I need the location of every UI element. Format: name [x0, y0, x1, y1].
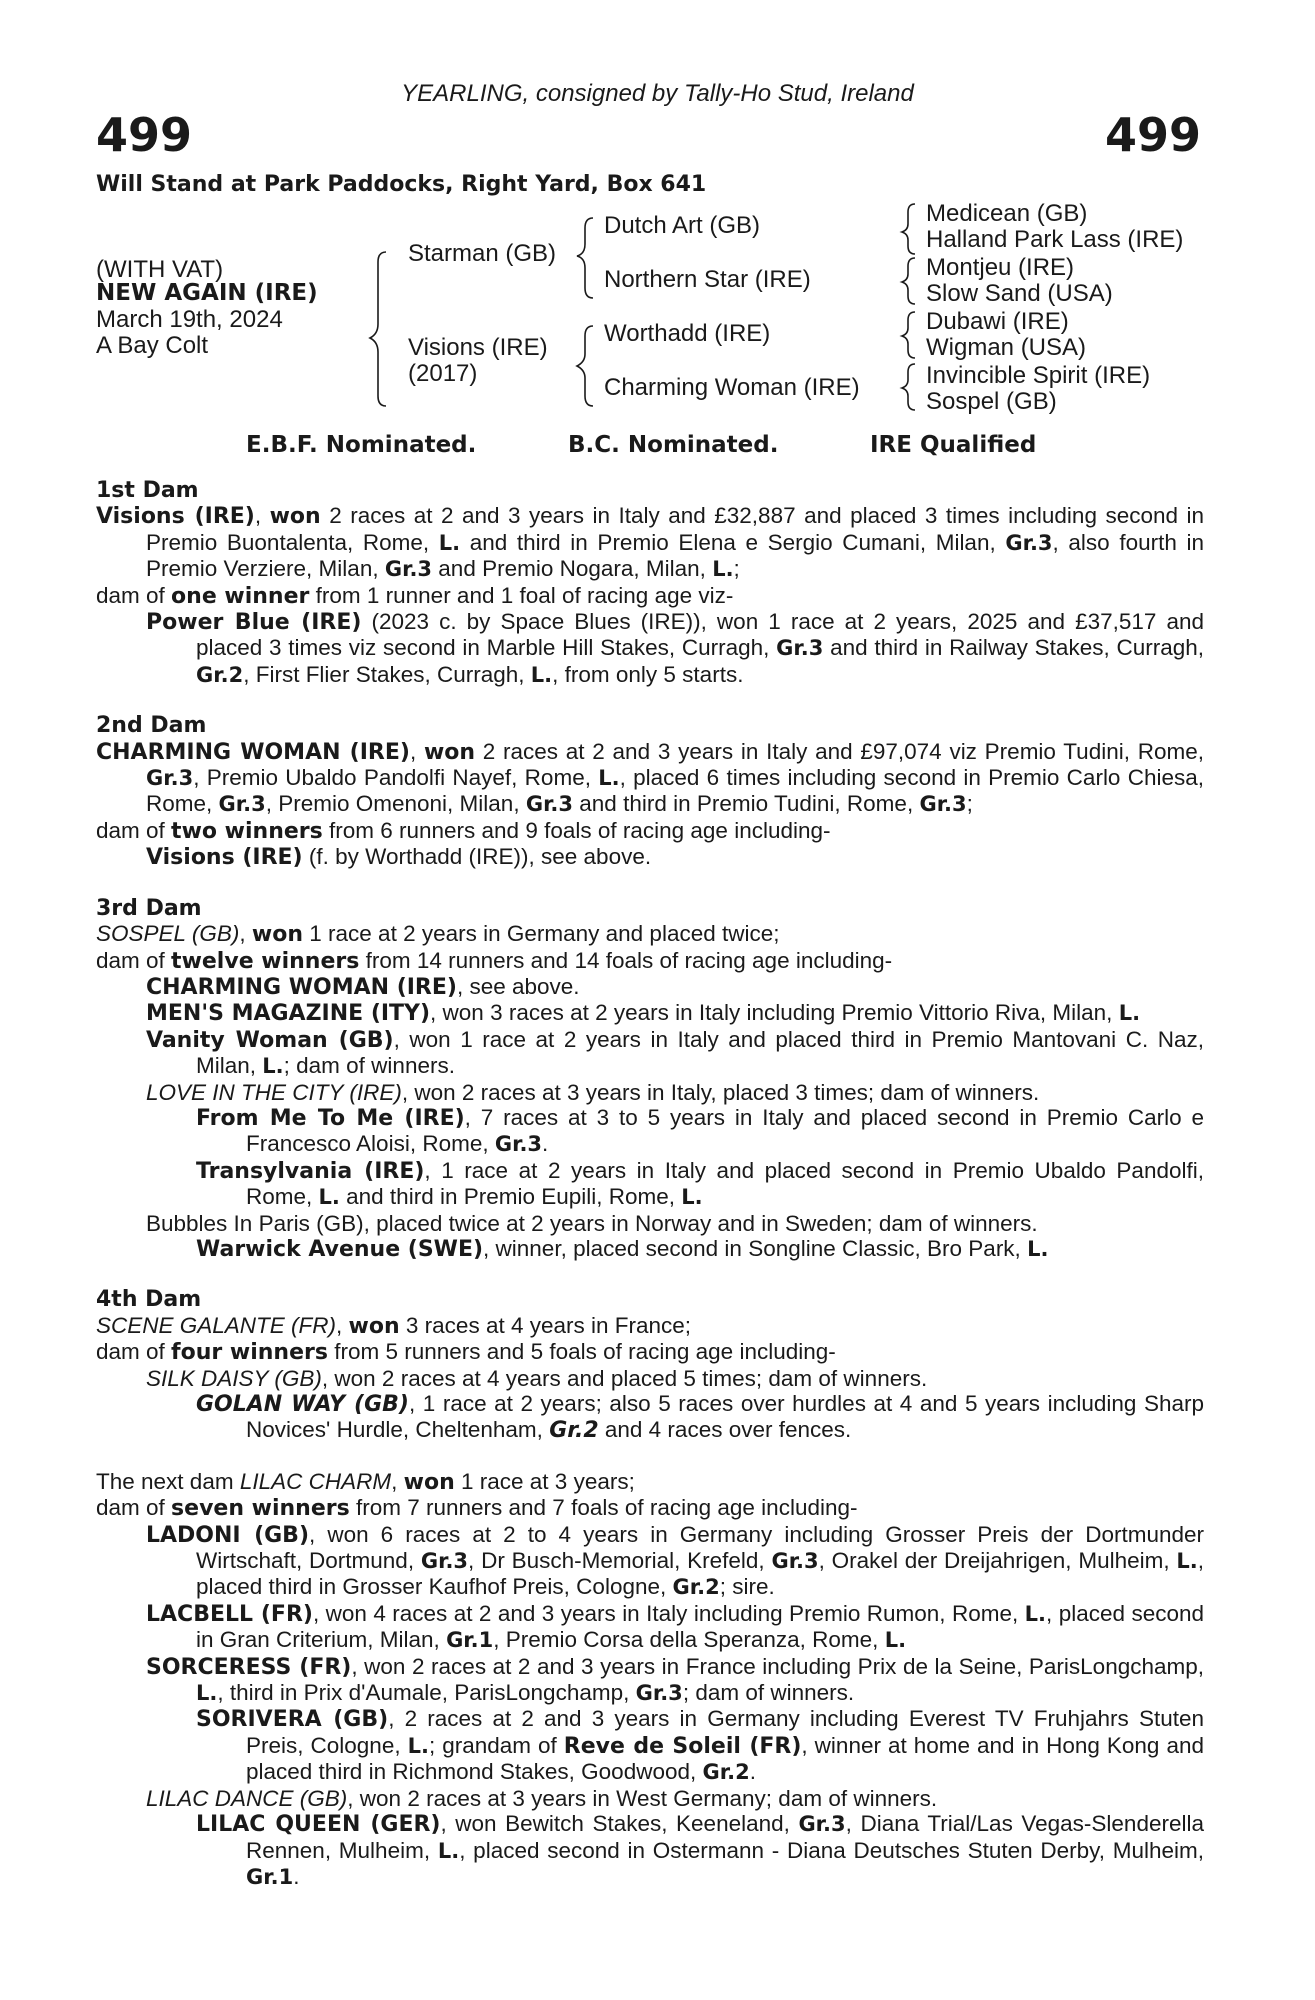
dam-year: (2017)	[408, 360, 478, 387]
grandproduce-entry: GOLAN WAY (GB), 1 race at 2 years; also 5 races over hurdles at 4 and 5 years including Sharp Novices' Hurdle, Cheltenham, Gr.2 and 4 races over fences.	[196, 1391, 1204, 1444]
ire-qualified: IRE Qualified	[870, 432, 1037, 458]
gen3-5: Dubawi (IRE)	[926, 308, 1069, 335]
dam-entry: Visions (IRE), won 2 races at 2 and 3 years in Italy and £32,887 and placed 3 times including second in Premio Buontalenta, Rome, L. and third in Premio Elena e Sergio Cumani, Milan, Gr.3, also fourth in Premio Verziere, Milan, Gr.3 and Premio Nogara, Milan, L.;	[96, 503, 1204, 582]
second-dam-section	[96, 713, 1204, 870]
produce-entry: LADONI (GB), won 6 races at 2 to 4 years in Germany including Grosser Preis der Dortmunder Wirtschaft, Dortmund, Gr.3, Dr Busch-Memorial, Krefeld, Gr.3, Orakel der Dreijahrigen, Mulheim, L., placed third in Grosser Kaufhof Preis, Cologne, Gr.2; sire.	[146, 1521, 1204, 1600]
sire-sire: Dutch Art (GB)	[604, 212, 761, 239]
dam: Visions (IRE)	[408, 334, 548, 361]
horse-name: SOSPEL (GB)	[96, 921, 240, 947]
produce-summary: dam of one winner from 1 runner and 1 foal of racing age viz-	[96, 582, 734, 609]
foaling-date: March 19th, 2024	[96, 306, 283, 333]
horse-name: Visions (IRE)	[96, 504, 255, 530]
ebf-nomination: E.B.F. Nominated.	[246, 432, 477, 458]
grandproduce-entry: LILAC QUEEN (GER), won Bewitch Stakes, Keeneland, Gr.3, Diana Trial/Las Vegas-Slenderella Rennen, Mulheim, L., placed second in Ostermann - Diana Deutsches Stuten Derby, Mulheim, Gr.1.	[196, 1811, 1204, 1889]
grandproduce-entry: SORIVERA (GB), 2 races at 2 and 3 years in Germany including Everest TV Fruhjahrs Stuten Preis, Cologne, L.; grandam of Reve de Soleil (FR), winner at home and in Hong Kong and placed third in Richmond Stakes, Goodwood, Gr.2.	[196, 1706, 1204, 1785]
produce-entry: LACBELL (FR), won 4 races at 2 and 3 years in Italy including Premio Rumon, Rome, L., placed second in Gran Criterium, Milan, Gr.1, Premio Corsa della Speranza, Rome, L.	[146, 1600, 1204, 1653]
dam-sire: Worthadd (IRE)	[604, 320, 771, 347]
gen3-4: Slow Sand (USA)	[926, 280, 1113, 307]
horse-description: A Bay Colt	[96, 332, 209, 359]
dam-entry: SCENE GALANTE (FR), won 3 races at 4 years in France;	[96, 1312, 692, 1339]
horse-name: NEW AGAIN (IRE)	[96, 280, 318, 306]
gen3-2: Halland Park Lass (IRE)	[926, 226, 1184, 253]
vat-note: (WITH VAT)	[96, 256, 224, 283]
grandproduce-entry: Warwick Avenue (SWE), winner, placed second in Songline Classic, Bro Park, L.	[196, 1235, 1049, 1262]
produce-summary: dam of seven winners from 7 runners and 7 foals of racing age including-	[96, 1495, 858, 1522]
produce-summary: dam of two winners from 6 runners and 9 foals of racing age including-	[96, 817, 831, 844]
horse-name: CHARMING WOMAN (IRE)	[96, 739, 410, 765]
sire: Starman (GB)	[408, 240, 557, 267]
horse-name: Power Blue (IRE)	[146, 610, 362, 636]
grandproduce-entry: Transylvania (IRE), 1 race at 2 years in Italy and placed second in Premio Ubaldo Pandolfi, Rome, L. and third in Premio Eupili, Rome, L.	[196, 1157, 1204, 1210]
dam-entry: CHARMING WOMAN (IRE), won 2 races at 2 and 3 years in Italy and £97,074 viz Premio Tudini, Rome, Gr.3, Premio Ubaldo Pandolfi Nayef, Rome, L., placed 6 times including second in Premio Carlo Chiesa, Rome, Gr.3, Premio Omenoni, Milan, Gr.3 and third in Premio Tudini, Rome, Gr.3;	[96, 738, 1205, 817]
gen3-7: Invincible Spirit (IRE)	[926, 362, 1151, 389]
section-heading: 3rd Dam	[96, 895, 202, 921]
horse-name: Visions (IRE)	[146, 845, 303, 871]
produce-summary: dam of four winners from 5 runners and 5 foals of racing age including-	[96, 1339, 836, 1366]
fourth-dam-section	[96, 1287, 1204, 1443]
lot-number-left: 499	[96, 108, 193, 162]
third-dam-section	[96, 896, 1204, 1263]
produce-entry: Power Blue (IRE) (2023 c. by Space Blues (IRE)), won 1 race at 2 years, 2025 and £37,517 and placed 3 times viz second in Marble Hill Stakes, Curragh, Gr.3 and third in Railway Stakes, Curragh, Gr.2, First Flier Stakes, Curragh, L., from only 5 starts.	[146, 609, 1204, 687]
produce-summary: dam of twelve winners from 14 runners and 14 foals of racing age including-	[96, 947, 893, 974]
produce-entry: Bubbles In Paris (GB), placed twice at 2 years in Norway and in Sweden; dam of winners.	[146, 1210, 1038, 1236]
bc-nomination: B.C. Nominated.	[568, 432, 779, 458]
produce-entry: SILK DAISY (GB), won 2 races at 4 years and placed 5 times; dam of winners.	[146, 1365, 928, 1391]
catalogue-body	[96, 478, 1204, 1890]
gen3-6: Wigman (USA)	[926, 334, 1087, 361]
gen3-8: Sospel (GB)	[926, 388, 1057, 415]
dam-entry: SOSPEL (GB), won 1 race at 2 years in Germany and placed twice;	[96, 921, 780, 948]
section-heading: 4th Dam	[96, 1287, 202, 1313]
produce-entry: LILAC DANCE (GB), won 2 races at 3 years in West Germany; dam of winners.	[146, 1785, 938, 1811]
gen3-3: Montjeu (IRE)	[926, 254, 1075, 281]
produce-entry: CHARMING WOMAN (IRE), see above.	[146, 973, 580, 1000]
produce-entry: MEN'S MAGAZINE (ITY), won 3 races at 2 years in Italy including Premio Vittorio Riva, Milan, L.	[146, 1000, 1141, 1027]
produce-entry: Vanity Woman (GB), won 1 race at 2 years in Italy and placed third in Premio Mantovani C. Naz, Milan, L.; dam of winners.	[146, 1026, 1205, 1079]
lot-number-right: 499	[1104, 108, 1201, 162]
grandproduce-entry: From Me To Me (IRE), 7 races at 3 to 5 years in Italy and placed second in Premio Carlo e Francesco Aloisi, Rome, Gr.3.	[196, 1104, 1204, 1157]
dam-dam: Charming Woman (IRE)	[604, 374, 860, 401]
sire-dam: Northern Star (IRE)	[604, 266, 811, 293]
produce-entry: Visions (IRE) (f. by Worthadd (IRE)), see above.	[146, 844, 652, 871]
next-dam-section	[96, 1469, 1204, 1891]
first-dam-section	[96, 478, 1204, 688]
sale-subtitle: YEARLING, consigned by Tally-Ho Stud, Ireland	[401, 80, 914, 107]
produce-entry: SORCERESS (FR), won 2 races at 2 and 3 years in France including Prix de la Seine, ParisLongchamp, L., third in Prix d'Aumale, ParisLongchamp, Gr.3; dam of winners.	[146, 1653, 1205, 1706]
won-label: won	[269, 504, 321, 530]
stand-location: Will Stand at Park Paddocks, Right Yard, Box 641	[96, 172, 707, 197]
section-heading: 1st Dam	[96, 478, 199, 503]
dam-entry: The next dam LILAC CHARM, won 1 race at 3 years;	[96, 1468, 635, 1495]
section-heading: 2nd Dam	[96, 713, 207, 739]
gen3-1: Medicean (GB)	[926, 200, 1088, 227]
produce-entry: LOVE IN THE CITY (IRE), won 2 races at 3 years in Italy, placed 3 times; dam of winners.	[146, 1079, 1040, 1105]
